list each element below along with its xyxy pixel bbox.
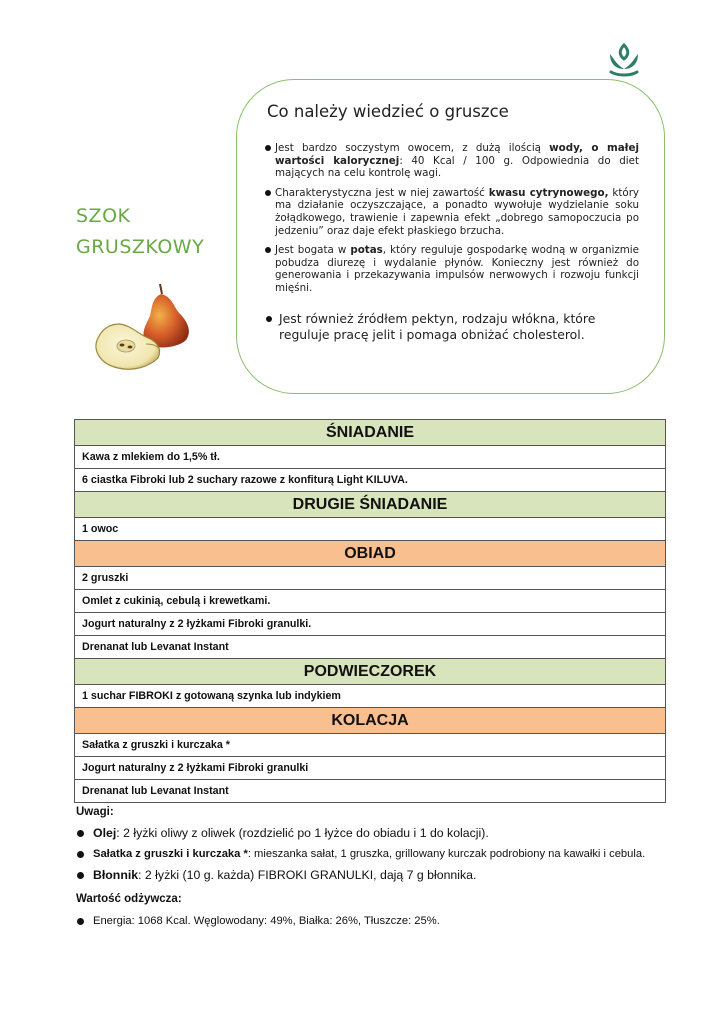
table-row: Omlet z cukinią, cebulą i krewetkami. <box>75 590 666 613</box>
pear-illustration <box>88 284 212 390</box>
section-header-drugie-sniadanie: DRUGIE ŚNIADANIE <box>75 492 666 518</box>
section-header-podwieczorek: PODWIECZOREK <box>75 659 666 685</box>
table-row: Kawa z mlekiem do 1,5% tł. <box>75 446 666 469</box>
info-item-citric-acid: Charakterystyczna jest w niej zawartość kwasu cytrynowego, który ma działanie oczyszczające, a ponadto wywołuje wydzielanie soku żołądkowego, trawienie i zapewnia efekt „dobrego samopoczucia po jedzeniu” oraz daje efekt płaskiego brzucha. <box>263 187 639 237</box>
info-title: Co należy wiedzieć o gruszce <box>267 102 509 121</box>
table-row: Drenanat lub Levanat Instant <box>75 780 666 803</box>
info-list <box>263 142 639 350</box>
headline-line-2: GRUSZKOWY <box>76 236 205 258</box>
lotus-leaf-icon <box>606 42 642 78</box>
info-item-water: Jest bardzo soczystym owocem, z dużą ilością wody, o małej wartości kalorycznej: 40 Kcal / 100 g. Odpowiednia do diet mających na celu kontrolę wagi. <box>263 142 639 180</box>
meal-plan-table <box>74 419 666 803</box>
table-row: 6 ciastka Fibroki lub 2 suchary razowe z konfiturą Light KILUVA. <box>75 469 666 492</box>
note-item-salatka: Sałatka z gruszki i kurczaka *: mieszanka sałat, 1 gruszka, grillowany kurczak podrobiony na kawałki i cebula. <box>76 847 666 862</box>
notes-list <box>76 826 666 883</box>
info-item-potassium: Jest bogata w potas, który reguluje gospodarkę wodną w organizmie pobudza diurezę i wydalanie płynów. Konieczny jest również do generowania i przekazywania impulsów nerwowych i rozwoju funkcji mięśni. <box>263 244 639 294</box>
note-item-olej: Olej: 2 łyżki oliwy z oliwek (rozdzielić po 1 łyżce do obiadu i 1 do kolacji). <box>76 826 666 841</box>
info-box <box>236 79 665 394</box>
table-row: Sałatka z gruszki i kurczaka * <box>75 734 666 757</box>
info-item-pectin: Jest również źródłem pektyn, rodzaju włókna, które reguluje pracę jelit i pomaga obniżać cholesterol. <box>263 311 639 343</box>
page-headline <box>76 201 204 263</box>
notes-section <box>76 806 666 935</box>
headline-line-1: SZOK <box>76 205 131 227</box>
nutrition-list <box>76 914 666 929</box>
section-header-sniadanie: ŚNIADANIE <box>75 420 666 446</box>
notes-title: Uwagi: <box>76 806 114 818</box>
nutrition-title: Wartość odżywcza: <box>76 893 182 905</box>
table-row: Drenanat lub Levanat Instant <box>75 636 666 659</box>
table-row: 1 suchar FIBROKI z gotowaną szynka lub indykiem <box>75 685 666 708</box>
section-header-kolacja: KOLACJA <box>75 708 666 734</box>
nutrition-energy: Energia: 1068 Kcal. Węglowodany: 49%, Białka: 26%, Tłuszcze: 25%. <box>76 914 666 929</box>
table-row: 1 owoc <box>75 518 666 541</box>
note-item-blonnik: Błonnik: 2 łyżki (10 g. każda) FIBROKI GRANULKI, dają 7 g błonnika. <box>76 868 666 883</box>
table-row: Jogurt naturalny z 2 łyżkami Fibroki granulki. <box>75 613 666 636</box>
table-row: Jogurt naturalny z 2 łyżkami Fibroki granulki <box>75 757 666 780</box>
section-header-obiad: OBIAD <box>75 541 666 567</box>
table-row: 2 gruszki <box>75 567 666 590</box>
